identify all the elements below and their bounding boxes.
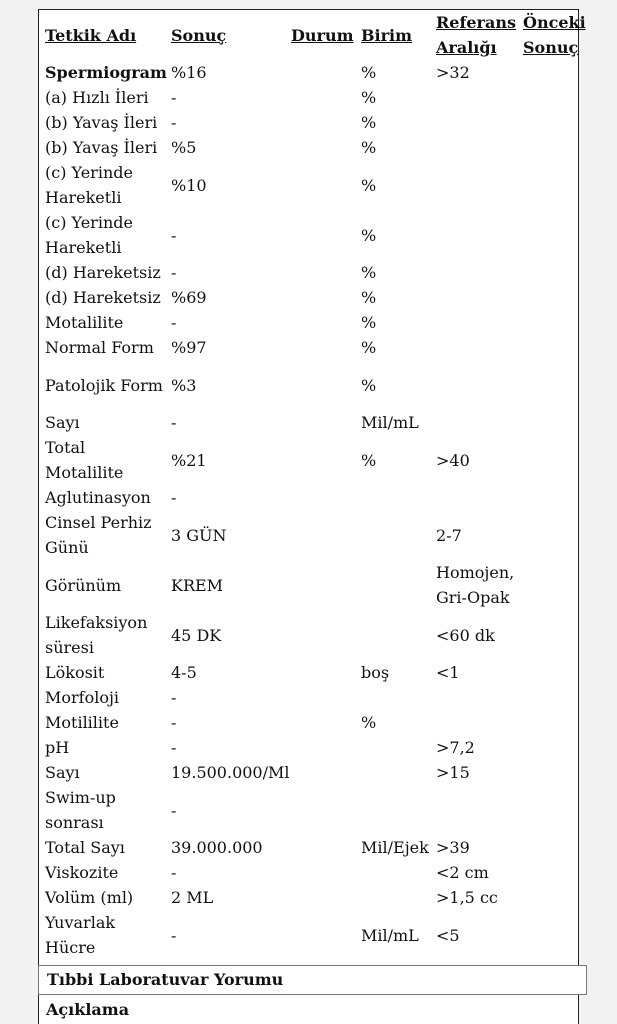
table-row	[42, 510, 590, 560]
cell-previous	[520, 160, 590, 210]
cell-status	[288, 510, 358, 560]
cell-status	[288, 735, 358, 760]
cell-result: -	[171, 738, 177, 757]
cell-reference	[433, 485, 520, 510]
cell-name: (d) Hareketsiz	[45, 263, 161, 282]
cell-result: 39.000.000	[171, 838, 263, 857]
cell-status	[288, 860, 358, 885]
cell-status	[288, 560, 358, 610]
cell-unit	[358, 685, 433, 710]
table-row	[42, 910, 590, 960]
cell-name: (d) Hareketsiz	[45, 288, 161, 307]
cell-status	[288, 310, 358, 335]
table-row	[42, 610, 590, 660]
cell-unit: %	[361, 263, 377, 282]
table-row	[42, 485, 590, 510]
cell-name: Total Motalilite	[45, 438, 124, 482]
cell-previous	[520, 885, 590, 910]
header-result: Sonuç	[171, 25, 227, 45]
cell-unit	[358, 785, 433, 835]
cell-reference: <5	[436, 925, 460, 945]
cell-unit	[358, 735, 433, 760]
cell-previous	[520, 260, 590, 285]
cell-status	[288, 760, 358, 785]
cell-status	[288, 335, 358, 360]
cell-unit: %	[361, 338, 377, 357]
header-test-name: Tetkik Adı	[45, 25, 137, 45]
cell-result: -	[171, 113, 177, 132]
cell-reference	[433, 160, 520, 210]
cell-result: -	[171, 263, 177, 282]
cell-status	[288, 285, 358, 310]
cell-previous	[520, 435, 590, 485]
cell-previous	[520, 360, 590, 410]
cell-previous	[520, 710, 590, 735]
cell-unit: %	[361, 113, 377, 132]
table-row	[42, 85, 590, 110]
table-row	[42, 835, 590, 860]
cell-previous	[520, 510, 590, 560]
table-row	[42, 660, 590, 685]
table-row	[42, 260, 590, 285]
cell-unit: %	[361, 450, 377, 470]
cell-reference	[433, 135, 520, 160]
cell-reference: Homojen, Gri-Opak	[436, 563, 515, 607]
cell-result: KREM	[171, 575, 224, 595]
cell-result: 2 ML	[171, 888, 214, 907]
cell-unit: Mil/Ejek	[361, 838, 429, 857]
cell-reference: >39	[436, 838, 470, 857]
cell-previous	[520, 735, 590, 760]
cell-reference	[433, 360, 520, 410]
cell-result: -	[171, 488, 177, 507]
cell-unit: %	[361, 225, 377, 245]
table-row	[42, 435, 590, 485]
cell-previous	[520, 485, 590, 510]
table-row	[42, 210, 590, 260]
cell-status	[288, 785, 358, 835]
cell-reference	[433, 285, 520, 310]
cell-reference: <60 dk	[436, 625, 495, 645]
cell-unit	[358, 610, 433, 660]
table-row	[42, 785, 590, 835]
table-row	[42, 110, 590, 135]
cell-result: %97	[171, 338, 207, 357]
cell-previous	[520, 835, 590, 860]
cell-unit	[358, 560, 433, 610]
cell-status	[288, 260, 358, 285]
cell-previous	[520, 110, 590, 135]
note-title: Açıklama	[46, 1000, 130, 1019]
cell-status	[288, 110, 358, 135]
cell-reference: <2 cm	[436, 863, 489, 882]
cell-name: (b) Yavaş İleri	[45, 113, 158, 132]
cell-reference	[433, 335, 520, 360]
table-header-row	[42, 10, 590, 60]
cell-status	[288, 210, 358, 260]
cell-result: %16	[171, 63, 207, 82]
cell-unit: %	[361, 175, 377, 195]
cell-status	[288, 360, 358, 410]
table-row	[42, 310, 590, 335]
cell-unit: Mil/mL	[361, 925, 419, 945]
cell-result: %69	[171, 288, 207, 307]
cell-result: %5	[171, 138, 197, 157]
table-row	[42, 285, 590, 310]
cell-unit	[358, 860, 433, 885]
cell-name: Yuvarlak Hücre	[45, 913, 116, 957]
cell-name: (a) Hızlı İleri	[45, 88, 149, 107]
cell-result: 4-5	[171, 663, 197, 682]
cell-status	[288, 135, 358, 160]
cell-reference	[433, 710, 520, 735]
cell-result: -	[171, 800, 177, 820]
cell-previous	[520, 560, 590, 610]
cell-unit	[358, 485, 433, 510]
cell-previous	[520, 860, 590, 885]
cell-result: -	[171, 863, 177, 882]
cell-reference: <1	[436, 663, 460, 682]
table-row	[42, 860, 590, 885]
cell-result: -	[171, 313, 177, 332]
cell-name: Morfoloji	[45, 688, 120, 707]
header-unit: Birim	[361, 25, 413, 45]
report-page	[38, 9, 586, 1024]
cell-status	[288, 660, 358, 685]
cell-unit: %	[361, 63, 377, 82]
table-body	[42, 60, 590, 960]
cell-unit: %	[361, 313, 377, 332]
cell-reference: >1,5 cc	[436, 888, 498, 907]
lab-comment-box: Tıbbi Laboratuvar Yorumu	[38, 965, 587, 995]
cell-previous	[520, 410, 590, 435]
cell-name: Volüm (ml)	[45, 888, 134, 907]
cell-status	[288, 60, 358, 85]
cell-reference: >7,2	[436, 738, 475, 757]
cell-reference	[433, 310, 520, 335]
cell-status	[288, 160, 358, 210]
cell-result: 3 GÜN	[171, 525, 227, 545]
cell-previous	[520, 310, 590, 335]
table-row	[42, 335, 590, 360]
header-status: Durum	[291, 25, 354, 45]
cell-reference	[433, 210, 520, 260]
cell-result: %21	[171, 450, 207, 470]
cell-reference	[433, 685, 520, 710]
cell-unit: boş	[361, 663, 390, 682]
cell-name: Motililite	[45, 713, 119, 732]
cell-name: Lökosit	[45, 663, 105, 682]
cell-status	[288, 610, 358, 660]
cell-name: pH	[45, 738, 70, 757]
cell-result: 19.500.000/Ml	[171, 763, 290, 782]
header-previous: Önceki Sonuç	[523, 13, 586, 57]
cell-name: (c) Yerinde Hareketli	[45, 163, 133, 207]
cell-unit	[358, 760, 433, 785]
cell-previous	[520, 760, 590, 785]
cell-name: Viskozite	[45, 863, 119, 882]
cell-previous	[520, 685, 590, 710]
cell-previous	[520, 60, 590, 85]
cell-name: Total Sayı	[45, 838, 125, 857]
cell-reference	[433, 110, 520, 135]
cell-name: Normal Form	[45, 338, 154, 357]
cell-reference: 2-7	[436, 525, 462, 545]
cell-name: Spermiogram	[45, 63, 167, 82]
cell-reference: >40	[436, 450, 470, 470]
cell-result: -	[171, 225, 177, 245]
cell-name: Swim-up sonrası	[45, 788, 116, 832]
cell-result: %10	[171, 175, 207, 195]
cell-reference	[433, 785, 520, 835]
cell-status	[288, 710, 358, 735]
cell-unit: %	[361, 713, 377, 732]
cell-name: Likefaksiyon süresi	[45, 613, 148, 657]
table-row	[42, 685, 590, 710]
cell-name: Aglutinasyon	[45, 488, 151, 507]
cell-result: -	[171, 688, 177, 707]
cell-status	[288, 435, 358, 485]
cell-name: Motalilite	[45, 313, 124, 332]
cell-previous	[520, 660, 590, 685]
cell-reference	[433, 260, 520, 285]
cell-unit	[358, 885, 433, 910]
cell-reference	[433, 410, 520, 435]
table-row	[42, 60, 590, 85]
cell-name: Patolojik Form	[45, 375, 163, 395]
cell-unit: %	[361, 138, 377, 157]
cell-previous	[520, 785, 590, 835]
cell-name: Cinsel Perhiz Günü	[45, 513, 152, 557]
table-row	[42, 135, 590, 160]
cell-unit: Mil/mL	[361, 413, 419, 432]
cell-unit	[358, 510, 433, 560]
cell-reference	[433, 85, 520, 110]
cell-result: 45 DK	[171, 625, 222, 645]
table-row	[42, 560, 590, 610]
table-row	[42, 710, 590, 735]
cell-reference: >32	[436, 63, 470, 82]
header-reference: Referans Aralığı	[436, 13, 516, 57]
cell-previous	[520, 610, 590, 660]
cell-result: -	[171, 713, 177, 732]
cell-name: Sayı	[45, 413, 80, 432]
table-row	[42, 735, 590, 760]
cell-unit: %	[361, 375, 377, 395]
cell-previous	[520, 335, 590, 360]
cell-result: %3	[171, 375, 197, 395]
table-row	[42, 885, 590, 910]
cell-previous	[520, 910, 590, 960]
cell-unit: %	[361, 288, 377, 307]
cell-status	[288, 910, 358, 960]
table-row	[42, 360, 590, 410]
cell-status	[288, 410, 358, 435]
cell-reference: >15	[436, 763, 470, 782]
cell-result: -	[171, 925, 177, 945]
cell-name: Görünüm	[45, 575, 122, 595]
table-row	[42, 160, 590, 210]
cell-previous	[520, 135, 590, 160]
cell-status	[288, 485, 358, 510]
cell-status	[288, 885, 358, 910]
results-table	[42, 10, 590, 960]
table-row	[42, 760, 590, 785]
cell-name: Sayı	[45, 763, 80, 782]
cell-status	[288, 85, 358, 110]
cell-previous	[520, 285, 590, 310]
cell-status	[288, 685, 358, 710]
cell-previous	[520, 210, 590, 260]
cell-name: (b) Yavaş İleri	[45, 138, 158, 157]
cell-result: -	[171, 88, 177, 107]
cell-unit: %	[361, 88, 377, 107]
table-row	[42, 410, 590, 435]
cell-status	[288, 835, 358, 860]
cell-previous	[520, 85, 590, 110]
cell-name: (c) Yerinde Hareketli	[45, 213, 133, 257]
cell-result: -	[171, 413, 177, 432]
